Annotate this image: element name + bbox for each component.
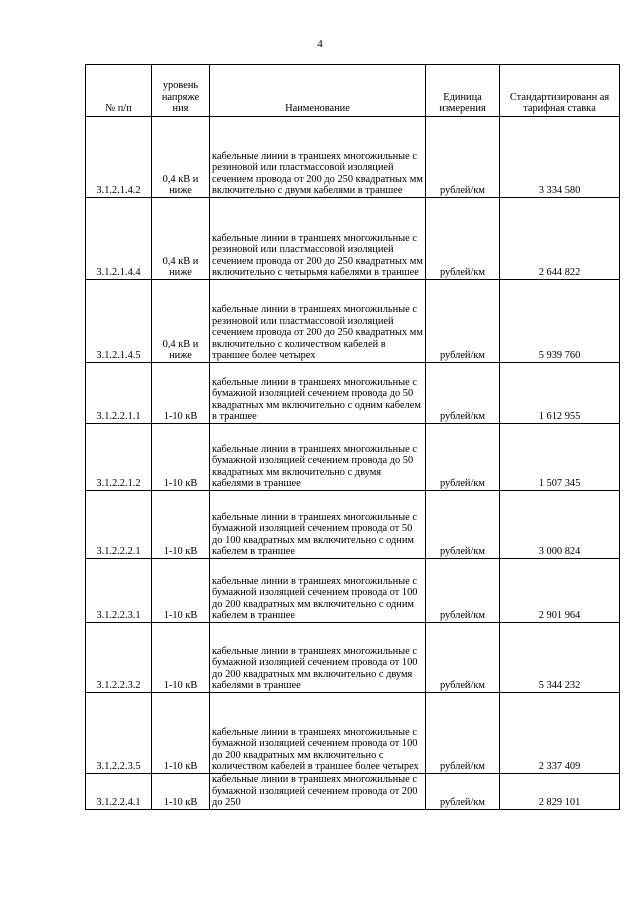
row-name: кабельные линии в траншеях многожильные с бумажной изоляцией сечением провода до 50 квадратных мм включительно с двумя кабелями в траншее xyxy=(210,424,426,491)
table-row xyxy=(86,198,620,280)
page-number: 4 xyxy=(317,38,323,50)
row-rate: 3 334 580 xyxy=(500,117,620,198)
row-unit: рублей/км xyxy=(426,117,500,198)
row-voltage-level: 1-10 кВ xyxy=(152,559,210,623)
table-row xyxy=(86,623,620,693)
row-name: кабельные линии в траншеях многожильные с резиновой или пластмассовой изоляцией сечением провода от 200 до 250 квадратных мм включительно с двумя кабелями в траншее xyxy=(210,117,426,198)
table-row xyxy=(86,774,620,810)
row-voltage-level: 1-10 кВ xyxy=(152,424,210,491)
row-number: 3.1.2.2.3.1 xyxy=(86,559,152,623)
table-row xyxy=(86,280,620,363)
row-number: 3.1.2.2.1.1 xyxy=(86,363,152,424)
table-row xyxy=(86,117,620,198)
header-name: Наименование xyxy=(210,65,426,117)
row-rate: 3 000 824 xyxy=(500,491,620,559)
row-number: 3.1.2.1.4.5 xyxy=(86,280,152,363)
row-rate: 1 612 955 xyxy=(500,363,620,424)
row-voltage-level: 0,4 кВ и ниже xyxy=(152,198,210,280)
row-name: кабельные линии в траншеях многожильные с бумажной изоляцией сечением провода от 100 до 200 квадратных мм включительно с двумя кабелями в траншее xyxy=(210,623,426,693)
row-number: 3.1.2.2.4.1 xyxy=(86,774,152,810)
row-number: 3.1.2.1.4.4 xyxy=(86,198,152,280)
table-header-row xyxy=(86,65,620,117)
row-number: 3.1.2.2.3.2 xyxy=(86,623,152,693)
tariff-table xyxy=(85,64,620,810)
row-voltage-level: 1-10 кВ xyxy=(152,623,210,693)
table-row xyxy=(86,491,620,559)
row-unit: рублей/км xyxy=(426,280,500,363)
row-rate: 2 901 964 xyxy=(500,559,620,623)
header-num: № п/п xyxy=(86,65,152,117)
row-name: кабельные линии в траншеях многожильные с резиновой или пластмассовой изоляцией сечением провода от 200 до 250 квадратных мм включительно с четырьмя кабелями в траншее xyxy=(210,198,426,280)
row-voltage-level: 1-10 кВ xyxy=(152,693,210,774)
row-voltage-level: 0,4 кВ и ниже xyxy=(152,280,210,363)
row-unit: рублей/км xyxy=(426,559,500,623)
row-rate: 2 829 101 xyxy=(500,774,620,810)
row-name: кабельные линии в траншеях многожильные с бумажной изоляцией сечением провода до 50 квадратных мм включительно с одним кабелем в траншее xyxy=(210,363,426,424)
table-row xyxy=(86,363,620,424)
header-level: уровень напряже ния xyxy=(152,65,210,117)
row-unit: рублей/км xyxy=(426,623,500,693)
row-unit: рублей/км xyxy=(426,424,500,491)
row-rate: 5 939 760 xyxy=(500,280,620,363)
table-row xyxy=(86,559,620,623)
row-number: 3.1.2.2.3.5 xyxy=(86,693,152,774)
table-row xyxy=(86,693,620,774)
row-name: кабельные линии в траншеях многожильные с бумажной изоляцией сечением провода от 100 до 200 квадратных мм включительно с количеством кабелей в траншее более четырех xyxy=(210,693,426,774)
row-voltage-level: 1-10 кВ xyxy=(152,774,210,810)
table-row xyxy=(86,424,620,491)
row-unit: рублей/км xyxy=(426,693,500,774)
row-number: 3.1.2.2.2.1 xyxy=(86,491,152,559)
row-name: кабельные линии в траншеях многожильные с бумажной изоляцией сечением провода от 50 до 100 квадратных мм включительно с одним кабелем в траншее xyxy=(210,491,426,559)
row-name: кабельные линии в траншеях многожильные с бумажной изоляцией сечением провода от 200 до 250 xyxy=(210,774,426,810)
row-name: кабельные линии в траншеях многожильные с резиновой или пластмассовой изоляцией сечением провода от 200 до 250 квадратных мм включительно с количеством кабелей в траншее более четырех xyxy=(210,280,426,363)
header-rate: Стандартизированн ая тарифная ставка xyxy=(500,65,620,117)
row-rate: 2 644 822 xyxy=(500,198,620,280)
row-voltage-level: 1-10 кВ xyxy=(152,491,210,559)
row-unit: рублей/км xyxy=(426,198,500,280)
row-voltage-level: 1-10 кВ xyxy=(152,363,210,424)
row-unit: рублей/км xyxy=(426,774,500,810)
row-unit: рублей/км xyxy=(426,491,500,559)
row-rate: 5 344 232 xyxy=(500,623,620,693)
row-rate: 1 507 345 xyxy=(500,424,620,491)
row-number: 3.1.2.2.1.2 xyxy=(86,424,152,491)
row-unit: рублей/км xyxy=(426,363,500,424)
row-voltage-level: 0,4 кВ и ниже xyxy=(152,117,210,198)
header-unit: Единица измерения xyxy=(426,65,500,117)
row-number: 3.1.2.1.4.2 xyxy=(86,117,152,198)
row-name: кабельные линии в траншеях многожильные с бумажной изоляцией сечением провода от 100 до 200 квадратных мм включительно с одним кабелем в траншее xyxy=(210,559,426,623)
row-rate: 2 337 409 xyxy=(500,693,620,774)
